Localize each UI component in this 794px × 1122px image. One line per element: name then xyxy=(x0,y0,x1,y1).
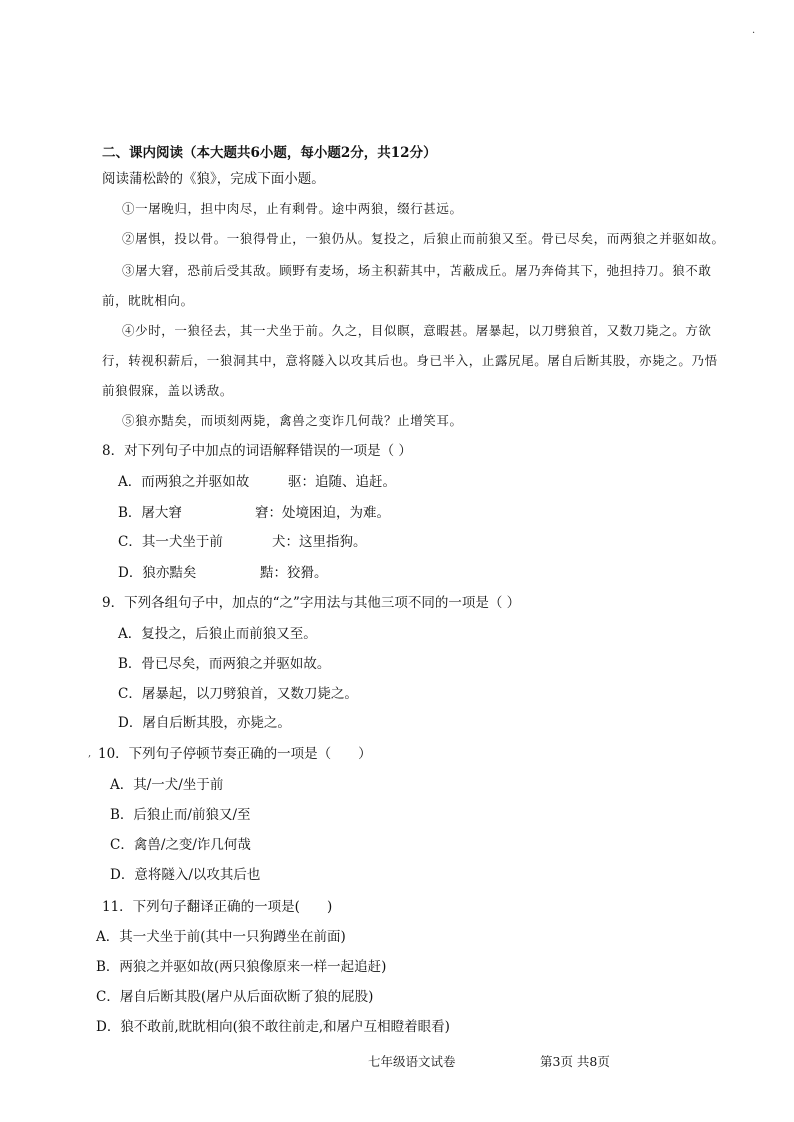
option-label: B．屠大窘 xyxy=(118,505,182,521)
footer-page-number: 第3页 共8页 xyxy=(540,1054,610,1069)
scan-mark: · xyxy=(752,28,756,39)
option-explanation: 窘：处境困迫，为难。 xyxy=(255,505,390,521)
passage-line: 前狼假寐，盖以诱敌。 xyxy=(102,383,234,398)
passage-line: ④少时，一狼径去，其一犬坐于前。久之，目似瞑，意暇甚。屠暴起，以刀劈狼首，又数刀毙之。方欲 xyxy=(122,323,712,338)
question-stem: 11．下列句子翻译正确的一项是( ) xyxy=(102,899,333,915)
passage-line: 前，眈眈相向。 xyxy=(102,293,194,308)
option-label: A．其一犬坐于前(其中一只狗蹲坐在前面) xyxy=(96,929,346,945)
option-label: D．狼亦黠矣 xyxy=(118,565,197,581)
question-stem: 8．对下列句子中加点的词语解释错误的一项是（ ） xyxy=(102,443,412,459)
option-label: C．禽兽/之变/诈几何哉 xyxy=(110,837,251,853)
option-label: A．其/一犬/坐于前 xyxy=(110,777,224,793)
option-label: B．后狼止而/前狼又/至 xyxy=(110,807,251,823)
question-stem: 10．下列句子停顿节奏正确的一项是（ ） xyxy=(98,746,372,762)
scan-mark: , xyxy=(88,748,92,759)
option-explanation: 黠：狡猾。 xyxy=(260,565,328,581)
option-label: D．屠自后断其股，亦毙之。 xyxy=(118,715,291,731)
passage-line: 行，转视积薪后，一狼洞其中，意将隧入以攻其后也。身已半入，止露尻尾。屠自后断其股，亦毙之。乃悟 xyxy=(102,353,718,368)
section-title: 二、课内阅读（本大题共6小题，每小题2分，共12分） xyxy=(102,145,437,161)
passage-line: ②屠惧，投以骨。一狼得骨止，一狼仍从。复投之，后狼止而前狼又至。骨已尽矣，而两狼之并驱如故。 xyxy=(122,231,725,246)
footer-exam-title: 七年级语文试卷 xyxy=(368,1054,456,1069)
option-explanation: 犬：这里指狗。 xyxy=(272,534,367,550)
option-label: D．意将隧入/以攻其后也 xyxy=(110,867,261,883)
passage-line: ③屠大窘，恐前后受其敌。顾野有麦场，场主积薪其中，苫蔽成丘。屠乃奔倚其下，弛担持刀。狼不敢 xyxy=(122,263,712,278)
option-label: B．两狼之并驱如故(两只狼像原来一样一起追赶) xyxy=(96,959,387,975)
option-explanation: 驱：追随、追赶。 xyxy=(288,474,396,490)
option-label: B．骨已尽矣，而两狼之并驱如故。 xyxy=(118,656,331,672)
passage-line: ⑤狼亦黠矣，而顷刻两毙，禽兽之变诈几何哉？止增笑耳。 xyxy=(122,413,463,428)
option-label: D．狼不敢前,眈眈相向(狼不敢往前走,和屠户互相瞪着眼看) xyxy=(96,1019,450,1035)
passage-line: ①一屠晚归，担中肉尽，止有剩骨。途中两狼，缀行甚远。 xyxy=(122,201,463,216)
question-stem: 9．下列各组句子中，加点的“之”字用法与其他三项不同的一项是（ ） xyxy=(102,595,521,611)
option-label: A．复投之，后狼止而前狼又至。 xyxy=(118,626,317,642)
option-label: A．而两狼之并驱如故 xyxy=(118,474,250,490)
option-label: C．其一犬坐于前 xyxy=(118,534,223,550)
option-label: C．屠自后断其股(屠户从后面砍断了狼的屁股) xyxy=(96,989,374,1005)
option-label: C．屠暴起，以刀劈狼首，又数刀毙之。 xyxy=(118,686,358,702)
section-intro: 阅读蒲松龄的《狼》，完成下面小题。 xyxy=(102,171,325,187)
